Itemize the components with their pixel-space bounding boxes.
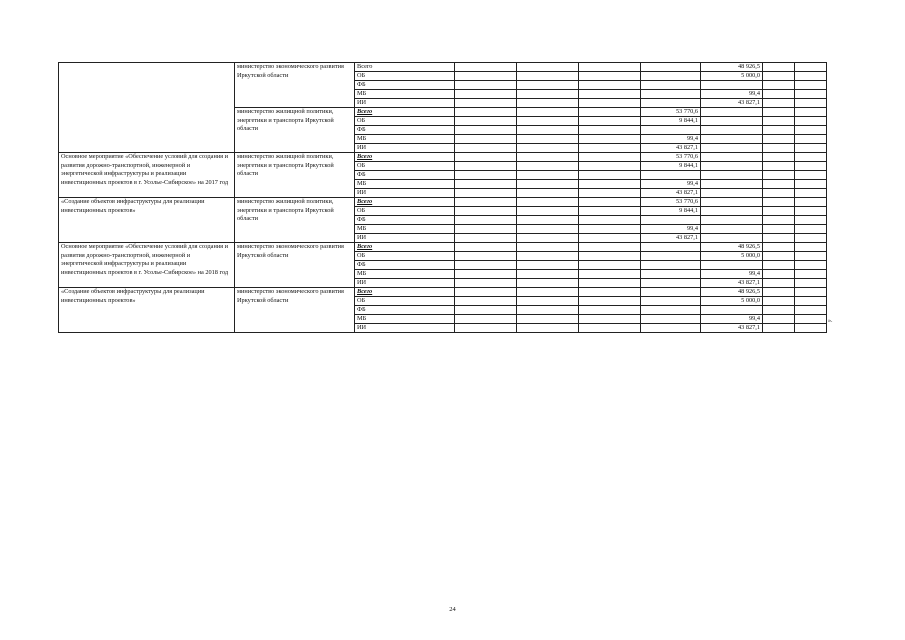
funding-source-cell: Всего bbox=[355, 288, 455, 297]
funding-value-cell-5 bbox=[701, 261, 763, 270]
funding-value-cell-5 bbox=[701, 81, 763, 90]
funding-value-cell-1 bbox=[455, 144, 517, 153]
funding-value-cell-1 bbox=[455, 279, 517, 288]
funding-value-cell-1 bbox=[455, 90, 517, 99]
funding-source-cell: МБ bbox=[355, 90, 455, 99]
funding-value-cell-3 bbox=[579, 225, 641, 234]
funding-value-cell-4: 99,4 bbox=[641, 180, 701, 189]
funding-value-cell-4 bbox=[641, 252, 701, 261]
funding-value-cell-2 bbox=[517, 126, 579, 135]
funding-value-cell-3 bbox=[579, 216, 641, 225]
funding-value-cell-5: 43 827,1 bbox=[701, 324, 763, 333]
funding-value-cell-2 bbox=[517, 315, 579, 324]
funding-value-cell-1 bbox=[455, 153, 517, 162]
activity-description-cell bbox=[59, 63, 235, 108]
funding-value-cell-5 bbox=[701, 126, 763, 135]
funding-value-cell-3 bbox=[579, 306, 641, 315]
funding-value-cell-2 bbox=[517, 72, 579, 81]
funding-value-cell-7 bbox=[795, 126, 827, 135]
funding-value-cell-1 bbox=[455, 306, 517, 315]
funding-value-cell-5 bbox=[701, 234, 763, 243]
funding-value-cell-6 bbox=[763, 252, 795, 261]
funding-value-cell-3 bbox=[579, 243, 641, 252]
funding-value-cell-4: 53 770,6 bbox=[641, 198, 701, 207]
funding-value-cell-2 bbox=[517, 171, 579, 180]
funding-value-cell-7 bbox=[795, 315, 827, 324]
funding-value-cell-6 bbox=[763, 180, 795, 189]
funding-value-cell-7 bbox=[795, 81, 827, 90]
funding-value-cell-4: 53 770,6 bbox=[641, 108, 701, 117]
funding-value-cell-5: 5 000,0 bbox=[701, 72, 763, 81]
funding-value-cell-4 bbox=[641, 324, 701, 333]
funding-value-cell-1 bbox=[455, 171, 517, 180]
funding-source-cell: ОБ bbox=[355, 252, 455, 261]
funding-value-cell-5: 99,4 bbox=[701, 90, 763, 99]
responsible-organization-cell: министерство жилищной политики, энергетики и транспорта Иркутской области bbox=[235, 108, 355, 153]
funding-value-cell-2 bbox=[517, 279, 579, 288]
funding-value-cell-3 bbox=[579, 162, 641, 171]
funding-value-cell-4 bbox=[641, 72, 701, 81]
funding-source-cell: Всего bbox=[355, 63, 455, 72]
funding-value-cell-4: 9 844,1 bbox=[641, 162, 701, 171]
funding-value-cell-2 bbox=[517, 153, 579, 162]
funding-value-cell-4 bbox=[641, 216, 701, 225]
funding-value-cell-6 bbox=[763, 243, 795, 252]
funding-value-cell-1 bbox=[455, 198, 517, 207]
funding-value-cell-7 bbox=[795, 306, 827, 315]
funding-value-cell-3 bbox=[579, 270, 641, 279]
funding-source-cell: ОБ bbox=[355, 162, 455, 171]
table-row bbox=[59, 108, 827, 117]
funding-value-cell-7 bbox=[795, 171, 827, 180]
funding-value-cell-6 bbox=[763, 171, 795, 180]
funding-value-cell-7 bbox=[795, 198, 827, 207]
funding-value-cell-5: 99,4 bbox=[701, 315, 763, 324]
funding-source-cell: МБ bbox=[355, 315, 455, 324]
funding-value-cell-4: 9 844,1 bbox=[641, 207, 701, 216]
funding-value-cell-7 bbox=[795, 243, 827, 252]
funding-source-cell: МБ bbox=[355, 270, 455, 279]
funding-source-cell: ФБ bbox=[355, 261, 455, 270]
funding-value-cell-2 bbox=[517, 99, 579, 108]
funding-value-cell-6 bbox=[763, 207, 795, 216]
funding-value-cell-1 bbox=[455, 99, 517, 108]
page-number: 24 bbox=[449, 606, 456, 613]
funding-value-cell-7 bbox=[795, 189, 827, 198]
funding-value-cell-2 bbox=[517, 144, 579, 153]
funding-value-cell-7 bbox=[795, 207, 827, 216]
funding-value-cell-6 bbox=[763, 117, 795, 126]
funding-value-cell-6 bbox=[763, 270, 795, 279]
funding-value-cell-3 bbox=[579, 207, 641, 216]
funding-value-cell-6 bbox=[763, 81, 795, 90]
funding-value-cell-3 bbox=[579, 144, 641, 153]
funding-value-cell-4: 99,4 bbox=[641, 225, 701, 234]
funding-value-cell-2 bbox=[517, 135, 579, 144]
funding-value-cell-5 bbox=[701, 225, 763, 234]
activity-description-cell: «Создание объектов инфраструктуры для реализации инвестиционных проектов» bbox=[59, 288, 235, 333]
funding-value-cell-2 bbox=[517, 252, 579, 261]
funding-value-cell-5 bbox=[701, 117, 763, 126]
funding-value-cell-1 bbox=[455, 216, 517, 225]
funding-value-cell-6 bbox=[763, 198, 795, 207]
funding-value-cell-7 bbox=[795, 297, 827, 306]
funding-value-cell-6 bbox=[763, 216, 795, 225]
funding-source-cell: ИИ bbox=[355, 324, 455, 333]
funding-value-cell-2 bbox=[517, 90, 579, 99]
funding-source-cell: ОБ bbox=[355, 297, 455, 306]
funding-value-cell-1 bbox=[455, 207, 517, 216]
funding-value-cell-1 bbox=[455, 261, 517, 270]
funding-value-cell-1 bbox=[455, 225, 517, 234]
funding-value-cell-2 bbox=[517, 324, 579, 333]
funding-value-cell-2 bbox=[517, 297, 579, 306]
funding-value-cell-1 bbox=[455, 189, 517, 198]
funding-value-cell-2 bbox=[517, 207, 579, 216]
funding-value-cell-6 bbox=[763, 306, 795, 315]
funding-source-cell: ФБ bbox=[355, 306, 455, 315]
funding-value-cell-2 bbox=[517, 81, 579, 90]
funding-value-cell-3 bbox=[579, 198, 641, 207]
funding-value-cell-7 bbox=[795, 72, 827, 81]
funding-value-cell-2 bbox=[517, 189, 579, 198]
funding-value-cell-3 bbox=[579, 126, 641, 135]
funding-value-cell-4 bbox=[641, 81, 701, 90]
funding-value-cell-2 bbox=[517, 306, 579, 315]
funding-value-cell-4 bbox=[641, 90, 701, 99]
funding-value-cell-2 bbox=[517, 261, 579, 270]
table-body bbox=[59, 63, 827, 333]
funding-source-cell: МБ bbox=[355, 180, 455, 189]
funding-source-cell: Всего bbox=[355, 108, 455, 117]
funding-value-cell-5: 48 926,5 bbox=[701, 243, 763, 252]
funding-value-cell-7 bbox=[795, 252, 827, 261]
funding-value-cell-7 bbox=[795, 180, 827, 189]
funding-value-cell-2 bbox=[517, 162, 579, 171]
funding-value-cell-7 bbox=[795, 153, 827, 162]
funding-value-cell-6 bbox=[763, 99, 795, 108]
funding-value-cell-7 bbox=[795, 63, 827, 72]
funding-source-cell: ИИ bbox=[355, 279, 455, 288]
funding-value-cell-7 bbox=[795, 90, 827, 99]
funding-value-cell-5 bbox=[701, 189, 763, 198]
funding-value-cell-4 bbox=[641, 315, 701, 324]
funding-value-cell-3 bbox=[579, 297, 641, 306]
funding-value-cell-4 bbox=[641, 306, 701, 315]
funding-value-cell-1 bbox=[455, 324, 517, 333]
funding-value-cell-3 bbox=[579, 63, 641, 72]
responsible-organization-cell: министерство жилищной политики, энергетики и транспорта Иркутской области bbox=[235, 153, 355, 198]
funding-value-cell-4: 43 827,1 bbox=[641, 234, 701, 243]
activity-description-cell: Основное мероприятие «Обеспечение условий для создания и развития дорожно-транспортной, инженерной и энергетической инфраструктуры и реализации инвестиционных проектов в г. Усолье-Сибирское» на 2017 год bbox=[59, 153, 235, 198]
funding-value-cell-4: 99,4 bbox=[641, 135, 701, 144]
funding-value-cell-5 bbox=[701, 216, 763, 225]
funding-value-cell-3 bbox=[579, 72, 641, 81]
funding-value-cell-1 bbox=[455, 162, 517, 171]
funding-value-cell-1 bbox=[455, 234, 517, 243]
funding-source-cell: Всего bbox=[355, 153, 455, 162]
funding-value-cell-7 bbox=[795, 135, 827, 144]
funding-value-cell-5: 5 000,0 bbox=[701, 297, 763, 306]
funding-value-cell-7 bbox=[795, 216, 827, 225]
activity-description-cell bbox=[59, 108, 235, 153]
funding-value-cell-6 bbox=[763, 324, 795, 333]
funding-value-cell-5: 43 827,1 bbox=[701, 99, 763, 108]
funding-value-cell-6 bbox=[763, 90, 795, 99]
funding-value-cell-6 bbox=[763, 261, 795, 270]
funding-value-cell-6 bbox=[763, 63, 795, 72]
funding-value-cell-7 bbox=[795, 324, 827, 333]
activity-description-cell: Основное мероприятие «Обеспечение условий для создания и развития дорожно-транспортной, инженерной и энергетической инфраструктуры и реализации инвестиционных проектов в г. Усолье-Сибирское» на 2018 год bbox=[59, 243, 235, 288]
funding-source-cell: ФБ bbox=[355, 171, 455, 180]
funding-value-cell-1 bbox=[455, 108, 517, 117]
funding-value-cell-7 bbox=[795, 108, 827, 117]
funding-value-cell-5 bbox=[701, 306, 763, 315]
funding-value-cell-4 bbox=[641, 261, 701, 270]
funding-value-cell-4 bbox=[641, 270, 701, 279]
responsible-organization-cell: министерство экономического развития Иркутской области bbox=[235, 63, 355, 108]
funding-value-cell-6 bbox=[763, 234, 795, 243]
table-row bbox=[59, 243, 827, 252]
funding-source-cell: ОБ bbox=[355, 207, 455, 216]
funding-value-cell-3 bbox=[579, 171, 641, 180]
funding-value-cell-3 bbox=[579, 288, 641, 297]
funding-source-cell: ИИ bbox=[355, 144, 455, 153]
funding-value-cell-2 bbox=[517, 216, 579, 225]
funding-source-cell: МБ bbox=[355, 225, 455, 234]
funding-value-cell-3 bbox=[579, 180, 641, 189]
funding-value-cell-5: 43 827,1 bbox=[701, 279, 763, 288]
funding-value-cell-1 bbox=[455, 63, 517, 72]
funding-value-cell-1 bbox=[455, 135, 517, 144]
funding-value-cell-4 bbox=[641, 171, 701, 180]
funding-value-cell-1 bbox=[455, 243, 517, 252]
funding-value-cell-5 bbox=[701, 207, 763, 216]
table-row bbox=[59, 288, 827, 297]
funding-value-cell-6 bbox=[763, 108, 795, 117]
funding-value-cell-2 bbox=[517, 198, 579, 207]
funding-value-cell-1 bbox=[455, 315, 517, 324]
funding-value-cell-3 bbox=[579, 234, 641, 243]
funding-value-cell-4 bbox=[641, 297, 701, 306]
funding-value-cell-5 bbox=[701, 180, 763, 189]
funding-value-cell-2 bbox=[517, 270, 579, 279]
funding-source-cell: Всего bbox=[355, 243, 455, 252]
funding-value-cell-5: 48 926,5 bbox=[701, 288, 763, 297]
funding-value-cell-6 bbox=[763, 162, 795, 171]
funding-value-cell-7 bbox=[795, 270, 827, 279]
funding-value-cell-3 bbox=[579, 117, 641, 126]
funding-value-cell-3 bbox=[579, 81, 641, 90]
funding-value-cell-6 bbox=[763, 144, 795, 153]
table-row bbox=[59, 153, 827, 162]
funding-source-cell: Всего bbox=[355, 198, 455, 207]
funding-value-cell-5 bbox=[701, 135, 763, 144]
funding-value-cell-6 bbox=[763, 189, 795, 198]
funding-source-cell: ФБ bbox=[355, 216, 455, 225]
funding-value-cell-2 bbox=[517, 225, 579, 234]
activity-description-cell: «Создание объектов инфраструктуры для реализации инвестиционных проектов» bbox=[59, 198, 235, 243]
funding-value-cell-4 bbox=[641, 243, 701, 252]
funding-value-cell-7 bbox=[795, 99, 827, 108]
funding-value-cell-4 bbox=[641, 126, 701, 135]
funding-value-cell-6 bbox=[763, 72, 795, 81]
funding-value-cell-5 bbox=[701, 162, 763, 171]
funding-value-cell-3 bbox=[579, 90, 641, 99]
funding-value-cell-7 bbox=[795, 279, 827, 288]
funding-source-cell: ФБ bbox=[355, 81, 455, 90]
funding-value-cell-6 bbox=[763, 126, 795, 135]
funding-value-cell-3 bbox=[579, 315, 641, 324]
funding-value-cell-1 bbox=[455, 252, 517, 261]
table-row bbox=[59, 198, 827, 207]
funding-value-cell-3 bbox=[579, 252, 641, 261]
funding-value-cell-2 bbox=[517, 63, 579, 72]
funding-value-cell-4 bbox=[641, 288, 701, 297]
funding-value-cell-2 bbox=[517, 243, 579, 252]
funding-value-cell-3 bbox=[579, 153, 641, 162]
funding-value-cell-6 bbox=[763, 153, 795, 162]
table-row bbox=[59, 63, 827, 72]
funding-value-cell-1 bbox=[455, 72, 517, 81]
funding-value-cell-3 bbox=[579, 99, 641, 108]
funding-value-cell-4: 53 770,6 bbox=[641, 153, 701, 162]
funding-value-cell-3 bbox=[579, 135, 641, 144]
funding-value-cell-4 bbox=[641, 99, 701, 108]
funding-value-cell-3 bbox=[579, 324, 641, 333]
funding-value-cell-7 bbox=[795, 162, 827, 171]
funding-value-cell-4: 43 827,1 bbox=[641, 144, 701, 153]
funding-value-cell-7 bbox=[795, 117, 827, 126]
responsible-organization-cell: министерство экономического развития Иркутской области bbox=[235, 243, 355, 288]
funding-value-cell-1 bbox=[455, 180, 517, 189]
funding-value-cell-5: 48 926,5 bbox=[701, 63, 763, 72]
funding-value-cell-4: 9 844,1 bbox=[641, 117, 701, 126]
funding-value-cell-5: 99,4 bbox=[701, 270, 763, 279]
funding-source-cell: ОБ bbox=[355, 72, 455, 81]
funding-value-cell-6 bbox=[763, 279, 795, 288]
funding-value-cell-1 bbox=[455, 126, 517, 135]
funding-value-cell-3 bbox=[579, 279, 641, 288]
funding-value-cell-4: 43 827,1 bbox=[641, 189, 701, 198]
funding-value-cell-2 bbox=[517, 108, 579, 117]
funding-value-cell-6 bbox=[763, 315, 795, 324]
funding-value-cell-3 bbox=[579, 108, 641, 117]
funding-value-cell-6 bbox=[763, 135, 795, 144]
funding-value-cell-1 bbox=[455, 117, 517, 126]
funding-value-cell-1 bbox=[455, 270, 517, 279]
closing-quote-mark: ». bbox=[828, 318, 833, 324]
funding-source-cell: ФБ bbox=[355, 126, 455, 135]
funding-value-cell-5 bbox=[701, 198, 763, 207]
funding-value-cell-6 bbox=[763, 288, 795, 297]
funding-value-cell-6 bbox=[763, 297, 795, 306]
funding-value-cell-7 bbox=[795, 225, 827, 234]
funding-value-cell-3 bbox=[579, 261, 641, 270]
funding-source-cell: ИИ bbox=[355, 234, 455, 243]
funding-value-cell-1 bbox=[455, 288, 517, 297]
funding-value-cell-4 bbox=[641, 279, 701, 288]
responsible-organization-cell: министерство жилищной политики, энергетики и транспорта Иркутской области bbox=[235, 198, 355, 243]
funding-value-cell-5 bbox=[701, 171, 763, 180]
funding-source-cell: ИИ bbox=[355, 99, 455, 108]
funding-value-cell-1 bbox=[455, 297, 517, 306]
funding-source-cell: ОБ bbox=[355, 117, 455, 126]
funding-value-cell-5: 5 000,0 bbox=[701, 252, 763, 261]
budget-table bbox=[58, 62, 827, 333]
funding-value-cell-7 bbox=[795, 288, 827, 297]
funding-value-cell-7 bbox=[795, 261, 827, 270]
funding-value-cell-5 bbox=[701, 153, 763, 162]
funding-value-cell-5 bbox=[701, 108, 763, 117]
funding-value-cell-2 bbox=[517, 180, 579, 189]
funding-value-cell-2 bbox=[517, 234, 579, 243]
funding-value-cell-4 bbox=[641, 63, 701, 72]
funding-source-cell: МБ bbox=[355, 135, 455, 144]
funding-source-cell: ИИ bbox=[355, 189, 455, 198]
funding-value-cell-2 bbox=[517, 288, 579, 297]
responsible-organization-cell: министерство экономического развития Иркутской области bbox=[235, 288, 355, 333]
funding-value-cell-6 bbox=[763, 225, 795, 234]
funding-value-cell-1 bbox=[455, 81, 517, 90]
funding-value-cell-3 bbox=[579, 189, 641, 198]
funding-value-cell-7 bbox=[795, 144, 827, 153]
funding-value-cell-2 bbox=[517, 117, 579, 126]
funding-value-cell-5 bbox=[701, 144, 763, 153]
funding-value-cell-7 bbox=[795, 234, 827, 243]
